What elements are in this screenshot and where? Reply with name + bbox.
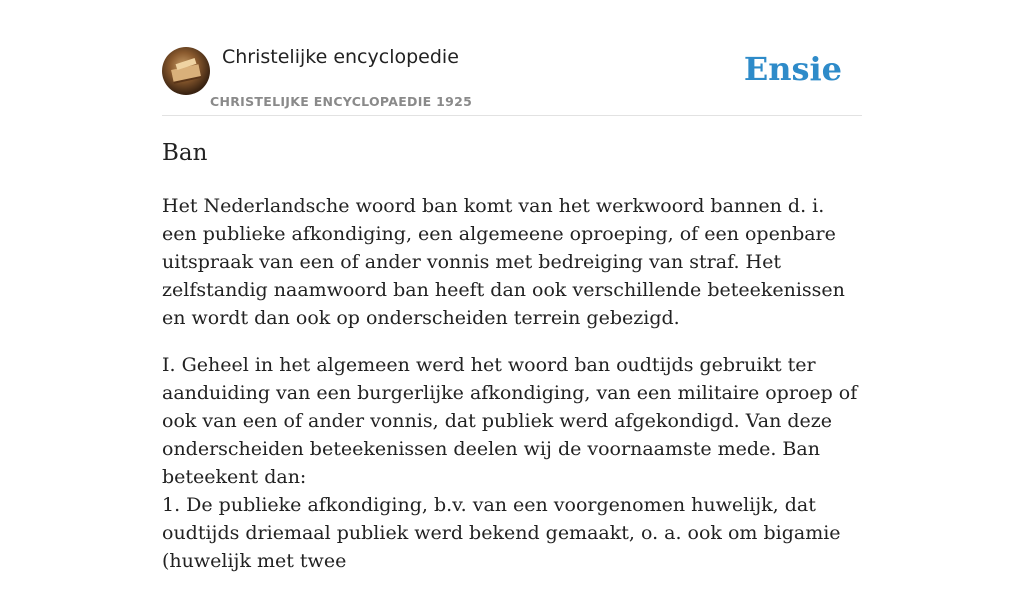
page-title: Ban	[162, 140, 208, 166]
article-paragraph: I. Geheel in het algemeen werd het woord ban oudtijds gebruikt ter aanduiding van een burgerlijke afkondiging, van een militaire oproep of ook van een of ander vonnis, dat publiek werd afgekondigd. Van deze onderscheiden beteekenissen deelen wij de voornaamste mede. Ban beteekent dan:	[162, 354, 858, 488]
article-paragraph: 1. De publieke afkondiging, b.v. van een voorgenomen huwelijk, dat oudtijds driemaal publiek werd bekend gemaakt, o. a. ook om bigamie (huwelijk met twee	[162, 494, 841, 572]
page-container	[162, 0, 862, 572]
encyclopedia-avatar[interactable]	[162, 47, 210, 95]
ensie-logo[interactable]: Ensie	[743, 50, 842, 88]
article-body	[162, 192, 862, 594]
article-paragraph: Het Nederlandsche woord ban komt van het werkwoord bannen d. i. een publieke afkondiging, een algemeene oproeping, of een openbare uitspraak van een of ander vonnis met bedreiging van straf. Het zelfstandig naamwoord ban heeft dan ook verschillende beteekenissen en wordt dan ook op onderscheiden terrein gebezigd.	[162, 195, 845, 329]
encyclopedia-subtitle[interactable]: CHRISTELIJKE ENCYCLOPAEDIE 1925	[210, 94, 473, 109]
site-title[interactable]: Christelijke encyclopedie	[222, 46, 459, 68]
site-header	[162, 0, 862, 116]
